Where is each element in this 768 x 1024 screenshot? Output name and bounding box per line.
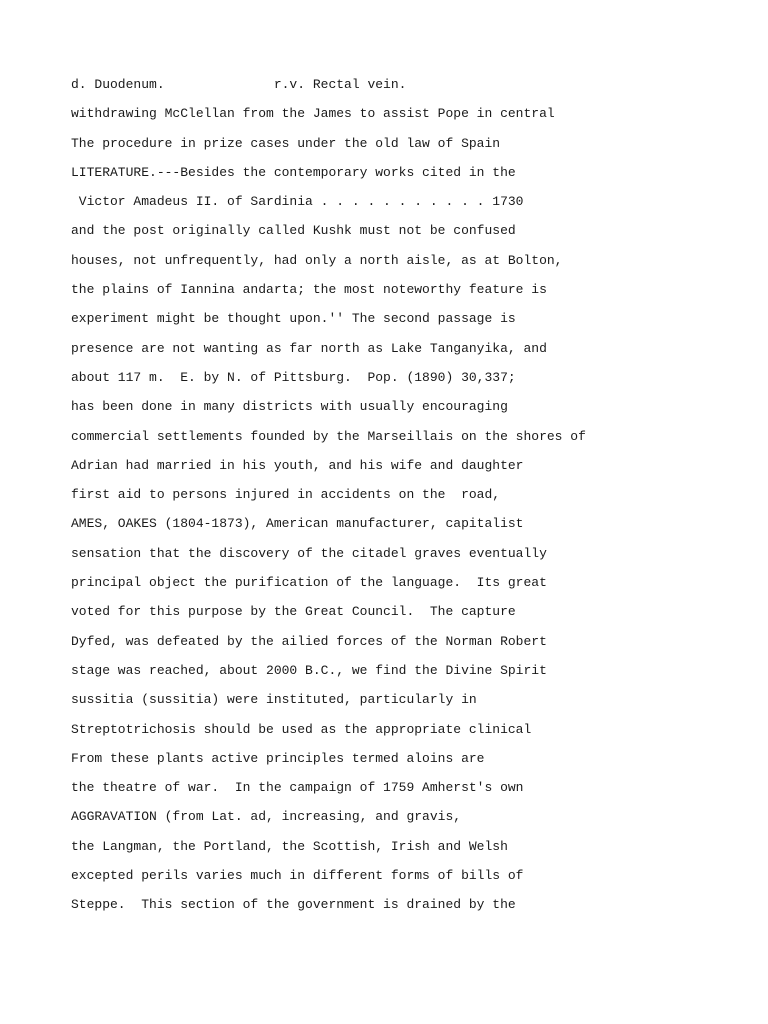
text-line: sensation that the discovery of the citadel graves eventually <box>71 545 547 561</box>
text-line: d. Duodenum. r.v. Rectal vein. <box>71 77 407 92</box>
text-line: excepted perils varies much in different forms of bills of <box>71 868 524 884</box>
text-line: experiment might be thought upon.'' The second passage is <box>71 311 516 327</box>
text-line: withdrawing McClellan from the James to assist Pope in central <box>71 106 555 122</box>
text-line: about 117 m. E. by N. of Pittsburg. Pop. (1890) 30,337; <box>71 369 516 385</box>
text-line: Adrian had married in his youth, and his wife and daughter <box>71 457 524 473</box>
text-line: voted for this purpose by the Great Council. The capture <box>71 604 516 620</box>
text-line: AGGRAVATION (from Lat. ad, increasing, and gravis, <box>71 809 462 825</box>
text-line: Steppe. This section of the government is drained by the <box>71 897 516 913</box>
text-line: stage was reached, about 2000 B.C., we find the Divine Spirit <box>71 662 547 678</box>
text-line: commercial settlements founded by the Marseillais on the shores of <box>71 428 586 444</box>
text-line: LITERATURE.---Besides the contemporary works cited in the <box>71 164 516 180</box>
text-line: houses, not unfrequently, had only a north aisle, as at Bolton, <box>71 252 563 268</box>
text-line: the Langman, the Portland, the Scottish, Irish and Welsh <box>71 838 508 854</box>
text-line: AMES, OAKES (1804-1873), American manufacturer, capitalist <box>71 516 524 532</box>
text-line: principal object the purification of the language. Its great <box>71 575 547 591</box>
text-line: presence are not wanting as far north as Lake Tanganyika, and <box>71 340 547 356</box>
text-line: the theatre of war. In the campaign of 1759 Amherst's own <box>71 780 524 796</box>
text-line: Victor Amadeus II. of Sardinia . . . . . . . . . . . 1730 <box>71 194 524 210</box>
text-line: has been done in many districts with usually encouraging <box>71 399 508 415</box>
text-line: From these plants active principles termed aloins are <box>71 750 485 766</box>
text-line: Dyfed, was defeated by the ailied forces of the Norman Robert <box>71 633 547 649</box>
text-line: sussitia (sussitia) were instituted, particularly in <box>71 692 477 708</box>
text-line: first aid to persons injured in accidents on the road, <box>71 487 501 503</box>
document-text-block <box>71 70 586 920</box>
text-line: Streptotrichosis should be used as the appropriate clinical <box>71 721 532 737</box>
text-line: and the post originally called Kushk must not be confused <box>71 223 516 239</box>
text-line: The procedure in prize cases under the old law of Spain <box>71 135 501 151</box>
text-line: the plains of Iannina andarta; the most noteworthy feature is <box>71 282 547 298</box>
